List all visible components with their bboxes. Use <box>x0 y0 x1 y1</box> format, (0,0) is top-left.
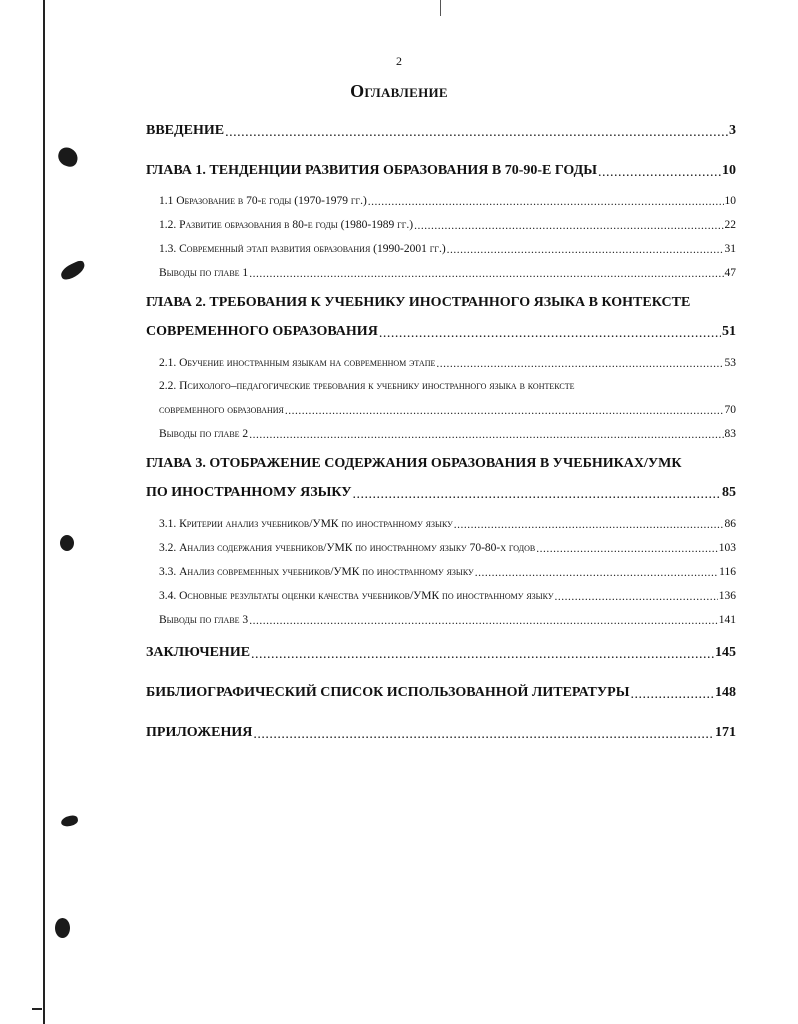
toc-entry-section-1-1[interactable] <box>159 195 736 207</box>
dot-leader <box>285 405 724 417</box>
dot-leader <box>536 543 717 555</box>
toc-entry-chapter-2-line1[interactable]: ГЛАВА 2. ТРЕБОВАНИЯ К УЧЕБНИКУ ИНОСТРАННОГО ЯЗЫКА В КОНТЕКСТЕ <box>146 295 691 310</box>
toc-page-number: 31 <box>724 243 736 255</box>
page-number: 2 <box>396 54 402 68</box>
toc-page-number: 10 <box>722 163 736 178</box>
toc-page-number: 171 <box>715 725 736 740</box>
toc-entry-label: ВВЕДЕНИЕ <box>146 123 225 138</box>
toc-entry-conclusions-3[interactable] <box>159 614 736 626</box>
toc-entry-label: ПРИЛОЖЕНИЯ <box>146 725 253 740</box>
toc-entry-section-2-1[interactable] <box>159 357 736 369</box>
toc-entry-chapter-3-line1[interactable]: ГЛАВА 3. ОТОБРАЖЕНИЕ СОДЕРЖАНИЯ ОБРАЗОВАНИЯ В УЧЕБНИКАХ/УМК <box>146 456 682 471</box>
toc-entry-label: БИБЛИОГРАФИЧЕСКИЙ СПИСОК ИСПОЛЬЗОВАННОЙ ЛИТЕРАТУРЫ <box>146 685 630 700</box>
toc-page-number: 145 <box>715 645 736 660</box>
toc-entry-label: 1.2. Развитие образования в 80-е годы (1980-1989 гг.) <box>159 219 414 231</box>
dot-leader <box>249 615 718 627</box>
dot-leader <box>249 429 723 441</box>
toc-entry-label: СОВРЕМЕННОГО ОБРАЗОВАНИЯ <box>146 324 378 339</box>
toc-entry-section-3-4[interactable] <box>159 590 736 602</box>
dot-leader <box>598 165 721 179</box>
toc-entry-conclusion[interactable] <box>146 645 736 661</box>
toc-entry-label: Выводы по главе 2 <box>159 428 249 440</box>
toc-page-number: 47 <box>724 267 736 279</box>
toc-entry-conclusions-1[interactable] <box>159 267 736 279</box>
toc-page-number: 141 <box>718 614 736 626</box>
toc-entry-label: 3.1. Критерии анализ учебников/УМК по иностранному языку <box>159 518 453 530</box>
toc-entry-label: 1.3. Современный этап развития образования (1990-2001 гг.) <box>159 243 446 255</box>
toc-entry-section-3-2[interactable] <box>159 542 736 554</box>
dot-leader <box>379 326 721 340</box>
dot-leader <box>554 591 717 603</box>
toc-entry-chapter-3[interactable] <box>146 485 736 501</box>
toc-entry-label: 3.3. Анализ современных учебников/УМК по иностранному языку <box>159 566 474 578</box>
toc-entry-section-1-3[interactable] <box>159 243 736 255</box>
toc-entry-chapter-2[interactable] <box>146 324 736 340</box>
toc-entry-bibliography[interactable] <box>146 685 736 701</box>
toc-entry-chapter-1[interactable] <box>146 163 736 179</box>
dot-leader <box>475 567 718 579</box>
toc-page-number: 136 <box>718 590 736 602</box>
toc-entry-section-2-2-line1[interactable]: 2.2. Психолого–педагогические требования к учебнику иностранного языка в контексте <box>159 380 575 392</box>
dot-leader <box>447 244 724 256</box>
dot-leader <box>253 727 714 741</box>
dot-leader <box>249 268 723 280</box>
toc-page-number: 70 <box>724 404 736 416</box>
toc-page-number: 51 <box>722 324 736 339</box>
toc-page-number: 116 <box>719 566 736 578</box>
toc-entry-appendices[interactable] <box>146 725 736 741</box>
toc-entry-introduction[interactable] <box>146 123 736 139</box>
dot-leader <box>368 196 724 208</box>
toc-page-number: 10 <box>724 195 736 207</box>
dot-leader <box>353 487 722 501</box>
toc-page-number: 86 <box>724 518 736 530</box>
toc-page-number: 83 <box>724 428 736 440</box>
page-title: Оглавление <box>350 81 448 101</box>
toc-entry-label: ПО ИНОСТРАННОМУ ЯЗЫКУ <box>146 485 352 500</box>
dot-leader <box>225 125 728 139</box>
toc-entry-label: 1.1 Образование в 70-е годы (1970-1979 гг.) <box>159 195 367 207</box>
toc-entry-label: 3.2. Анализ содержания учебников/УМК по иностранному языку 70-80-х годов <box>159 542 536 554</box>
toc-page-number: 22 <box>724 219 736 231</box>
toc-entry-section-3-1[interactable] <box>159 518 736 530</box>
dot-leader <box>454 519 724 531</box>
toc-entry-section-2-2[interactable] <box>159 404 736 416</box>
toc-entry-conclusions-2[interactable] <box>159 428 736 440</box>
toc-entry-section-1-2[interactable] <box>159 219 736 231</box>
toc-page-number: 53 <box>724 357 736 369</box>
dot-leader <box>630 687 714 701</box>
dot-leader <box>251 647 714 661</box>
toc-page-number: 148 <box>715 685 736 700</box>
toc-entry-label: 3.4. Основные результаты оценки качества учебников/УМК по иностранному языку <box>159 590 554 602</box>
toc-entry-label: Выводы по главе 1 <box>159 267 249 279</box>
dot-leader <box>436 358 723 370</box>
toc-page-number: 85 <box>722 485 736 500</box>
toc-entry-label: 2.1. Обучение иностранным языкам на современном этапе <box>159 357 436 369</box>
toc-entry-section-3-3[interactable] <box>159 566 736 578</box>
toc-entry-label: Выводы по главе 3 <box>159 614 249 626</box>
toc-entry-label: ЗАКЛЮЧЕНИЕ <box>146 645 251 660</box>
toc-page-number: 103 <box>718 542 736 554</box>
toc-entry-label: ГЛАВА 1. ТЕНДЕНЦИИ РАЗВИТИЯ ОБРАЗОВАНИЯ В 70-90-Е ГОДЫ <box>146 163 598 178</box>
toc-entry-label: современного образования <box>159 404 284 416</box>
dot-leader <box>414 220 723 232</box>
toc-page-number: 3 <box>729 123 736 138</box>
